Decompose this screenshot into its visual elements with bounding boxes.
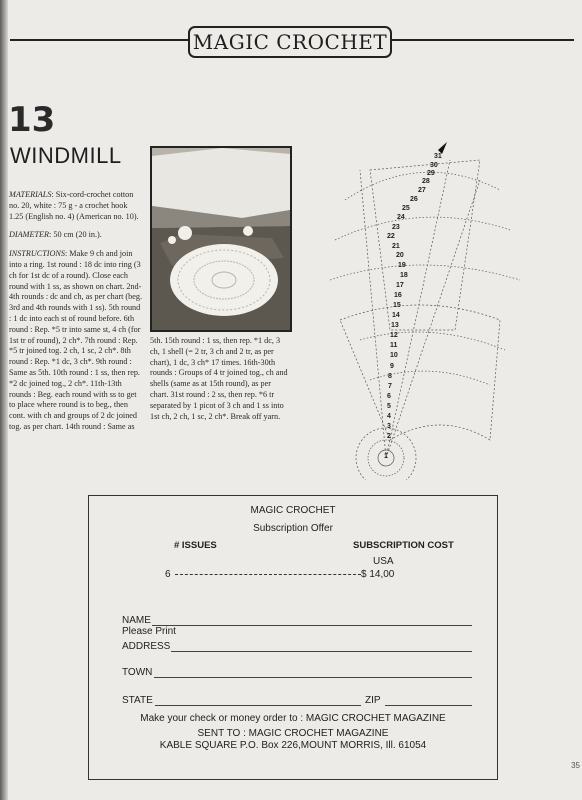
chart-round-label: 2 (387, 433, 391, 440)
instructions-column-2 (150, 336, 290, 430)
chart-round-label: 28 (422, 178, 430, 185)
chart-round-label: 26 (410, 196, 418, 203)
instructions-text-2: 5th. 15th round : 1 ss, then rep. *1 dc, 3 ch, 1 shell (= 2 tr, 3 ch and 2 tr, as per chart), 1 dc, 3 ch* 17 times. 16th-30th rounds : Groups of 4 tr joined tog., ch and shells (same as at 15th round), as per chart. 31st round : 2 ss, then rep. *6 tr separated by 1 picot of 3 ch and 1 ss into 1st ch, 2 ch, 1 sc, 2 ch*. Break off yarn. (150, 336, 288, 421)
chart-round-label: 14 (392, 312, 400, 319)
instructions-column-1 (9, 190, 142, 441)
chart-round-label: 21 (392, 243, 400, 250)
state-label: STATE (122, 695, 153, 706)
zip-field[interactable] (385, 705, 472, 706)
chart-round-label: 29 (427, 170, 435, 177)
town-label: TOWN (122, 667, 153, 678)
diameter-label: DIAMETER (9, 230, 50, 240)
chart-round-label: 30 (430, 162, 438, 169)
chart-round-label: 27 (418, 187, 426, 194)
page-number: 35 (571, 761, 580, 770)
name-field[interactable] (152, 625, 472, 626)
instructions-text-1: : Make 9 ch and join into a ring. 1st round : 18 dc into ring (3 ch for 1st dc of a round). Close each round with 1 ss, as shown on chart. 2nd-4th rounds : dc and ch, as per chart (beg. 3rd and 4th rounds with 1 ss). 5th round : 1 dc into each st of round before. 6th round : Rep. *5 tr into same st, 4 ch (for 1st tr of round), 2 ch*. 7th round : Rep. *5 tr joined tog. 2 ch, 1 sc, 2 ch*. 8th round : Rep. *1 dc, 3 ch*. 9th round : Same as 5th. 10th round : 1 ss, then rep. *2 dc joined tog., 2 ch*. 11th-13th rounds : Beg. each round with ss to get to place where round is to beg., then cont. with ch and groups of 2 dc joined tog. as per chart. 14th round : Same as (9, 249, 143, 431)
diameter-paragraph (9, 230, 142, 241)
chart-round-label: 10 (390, 352, 398, 359)
chart-round-label: 18 (400, 272, 408, 279)
instructions-paragraph (9, 249, 142, 433)
chart-round-label: 19 (398, 262, 406, 269)
chart-round-label: 15 (393, 302, 401, 309)
zip-label: ZIP (365, 695, 381, 706)
chart-round-label: 25 (402, 205, 410, 212)
name-label: NAME (122, 615, 151, 626)
pattern-number: 13 (8, 100, 56, 140)
issues-column-header: # ISSUES (174, 540, 217, 551)
chart-round-label: 9 (390, 363, 394, 370)
materials-paragraph (9, 190, 142, 222)
magazine-title-text: MAGIC CROCHET (192, 30, 388, 54)
please-print-label: Please Print (122, 626, 176, 637)
region-label: USA (373, 556, 394, 567)
instructions-label: INSTRUCTIONS (9, 249, 65, 259)
chart-round-label: 5 (387, 403, 391, 410)
subscription-offer-form (88, 495, 498, 780)
chart-round-label: 13 (391, 322, 399, 329)
chart-round-label: 4 (387, 413, 391, 420)
diameter-text: : 50 cm (20 in.). (49, 230, 102, 240)
chart-round-label: 3 (387, 423, 391, 430)
chart-round-label: 20 (396, 252, 404, 259)
chart-round-label: 24 (397, 214, 405, 221)
materials-text: : Six-cord-crochet cotton no. 20, white : 75 g - a crochet hook 1.25 (English no. 4) (American no. 10). (9, 190, 139, 221)
chart-round-label: 17 (396, 282, 404, 289)
materials-label: MATERIALS (9, 190, 52, 199)
page-binding-shadow (0, 0, 8, 800)
chart-round-label: 6 (387, 393, 391, 400)
doily-photo (150, 146, 292, 332)
pattern-title: WINDMILL (10, 143, 122, 168)
dotted-leader (175, 574, 361, 575)
crochet-chart (330, 140, 566, 480)
chart-round-label: 11 (390, 342, 398, 349)
address-field[interactable] (171, 651, 472, 652)
cost-column-header: SUBSCRIPTION COST (353, 540, 454, 551)
chart-round-label: 8 (388, 373, 392, 380)
payable-instruction: Make your check or money order to : MAGIC CROCHET MAGAZINE (140, 713, 446, 724)
address-label: ADDRESS (122, 641, 171, 652)
mailing-address: KABLE SQUARE P.O. Box 226,MOUNT MORRIS, Ill. 61054 (159, 740, 427, 751)
chart-round-label: 7 (388, 383, 392, 390)
chart-round-label: 16 (394, 292, 402, 299)
magazine-title (188, 26, 392, 58)
state-field[interactable] (155, 705, 361, 706)
subscription-title: MAGIC CROCHET (250, 505, 336, 516)
issues-value: 6 (165, 569, 171, 580)
chart-round-label: 1 (384, 453, 388, 460)
chart-round-label: 22 (387, 233, 395, 240)
chart-round-label: 12 (390, 332, 398, 339)
price-value: $ 14,00 (361, 569, 395, 580)
chart-round-label: 31 (434, 153, 442, 160)
sent-to-line: SENT TO : MAGIC CROCHET MAGAZINE (197, 728, 389, 739)
subscription-offer-label: Subscription Offer (253, 523, 333, 534)
town-field[interactable] (154, 677, 472, 678)
chart-round-label: 23 (392, 224, 400, 231)
